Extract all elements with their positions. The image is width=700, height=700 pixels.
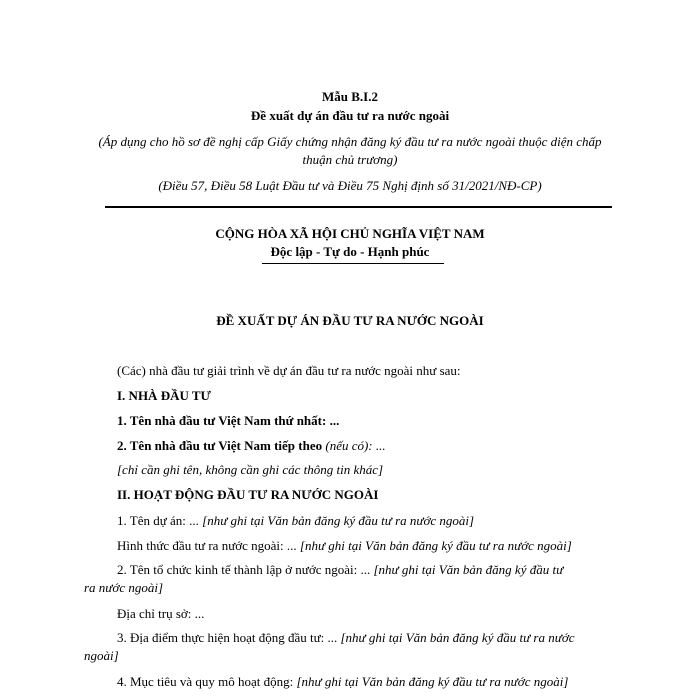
head-office-address: Địa chỉ trụ sở: ... (117, 606, 205, 621)
form-title: Đề xuất dự án đầu tư ra nước ngoài (250, 108, 450, 123)
project-name-note: [như ghi tại Văn bản đăng ký đầu tư ra nước ngoài] (202, 513, 475, 528)
investment-location-note: [như ghi tại Văn bản đăng ký đầu tư ra nước (340, 630, 575, 645)
applies-note-line1: (Áp dụng cho hồ sơ đề nghị cấp Giấy chứng nhận đăng ký đầu tư ra nước ngoài thuộc diện chấp (98, 134, 602, 149)
investment-form-label: Hình thức đầu tư ra nước ngoài: ... (117, 538, 300, 553)
investment-form-note: [như ghi tại Văn bản đăng ký đầu tư ra nước ngoài] (299, 538, 572, 553)
document-title: ĐỀ XUẤT DỰ ÁN ĐẦU TƯ RA NƯỚC NGOÀI (216, 313, 484, 328)
objectives-scale-note: [như ghi tại Văn bản đăng ký đầu tư ra nước ngoài] (296, 674, 569, 689)
investor-next-optional: (nếu có): ... (322, 438, 386, 453)
legal-basis: (Điều 57, Điều 58 Luật Đầu tư và Điều 75 Nghị định số 31/2021/NĐ-CP) (158, 178, 542, 193)
form-code: Mẫu B.I.2 (322, 89, 378, 104)
investor-first: 1. Tên nhà đầu tư Việt Nam thứ nhất: ... (117, 413, 340, 428)
investment-location-note-cont: ngoài] (84, 648, 119, 663)
investment-form (117, 538, 572, 554)
country-name: CỘNG HÒA XÃ HỘI CHỦ NGHĨA VIỆT NAM (215, 226, 485, 241)
section1-heading: I. NHÀ ĐẦU TƯ (117, 388, 211, 403)
applies-note-line2: thuận chủ trương) (302, 152, 398, 167)
foreign-entity (117, 562, 563, 578)
investor-next (117, 438, 386, 454)
national-motto: Độc lập - Tự do - Hạnh phúc (270, 244, 430, 259)
section2-heading: II. HOẠT ĐỘNG ĐẦU TƯ RA NƯỚC NGOÀI (117, 487, 379, 502)
investment-location (117, 630, 575, 646)
section1-note: [chỉ cần ghi tên, không cần ghi các thông tin khác] (117, 462, 384, 477)
objectives-scale (117, 674, 568, 690)
foreign-entity-label: 2. Tên tổ chức kinh tế thành lập ở nước ngoài: ... (117, 562, 374, 577)
header-divider (105, 206, 612, 208)
foreign-entity-note-cont: ra nước ngoài] (84, 580, 164, 595)
foreign-entity-note: [như ghi tại Văn bản đăng ký đầu tư (373, 562, 564, 577)
investor-next-label: 2. Tên nhà đầu tư Việt Nam tiếp theo (117, 438, 323, 453)
objectives-scale-label: 4. Mục tiêu và quy mô hoạt động: (117, 674, 297, 689)
motto-underline (262, 263, 444, 264)
investment-location-label: 3. Địa điểm thực hiện hoạt động đầu tư: ... (117, 630, 341, 645)
intro-text: (Các) nhà đầu tư giải trình về dự án đầu tư ra nước ngoài như sau: (117, 363, 461, 378)
project-name (117, 513, 474, 529)
project-name-label: 1. Tên dự án: ... (117, 513, 203, 528)
